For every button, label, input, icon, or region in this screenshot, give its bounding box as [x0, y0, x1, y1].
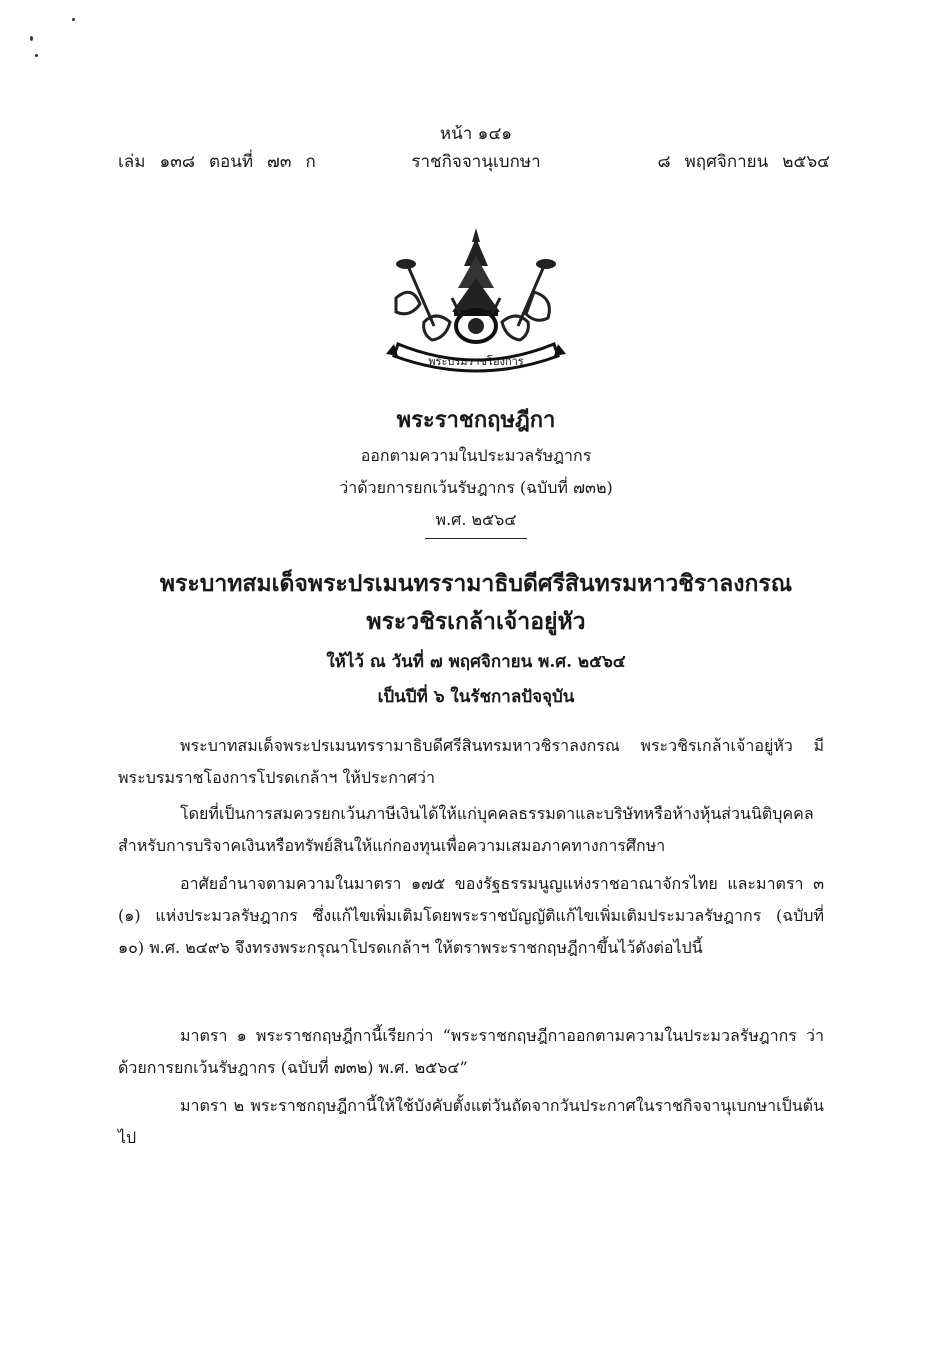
given-date: ให้ไว้ ณ วันที่ ๗ พฤศจิกายน พ.ศ. ๒๕๖๔ — [326, 652, 626, 672]
date-year: ๒๕๖๔ — [782, 152, 830, 172]
paragraph-text: พระบาทสมเด็จพระปรเมนทรรามาธิบดีศรีสินทรมหาวชิราลงกรณ พระวชิรเกล้าเจ้าอยู่หัว มีพระบรมราชโองการโปรดเกล้าฯ ให้ประกาศว่า — [118, 736, 824, 787]
scan-speck — [30, 36, 33, 41]
date-day: ๘ — [657, 152, 671, 172]
section-label: ตอนที่ — [208, 152, 254, 172]
section-2 — [118, 1090, 824, 1154]
paragraph-authority — [118, 868, 824, 964]
king-name-line-1: พระบาทสมเด็จพระปรเมนทรรามาธิบดีศรีสินทรมหาวชิราลงกรณ — [159, 570, 793, 597]
king-name-line-2: พระวชิรเกล้าเจ้าอยู่หัว — [366, 608, 586, 635]
scan-speck — [72, 18, 75, 21]
paragraph-text: มาตรา ๒ พระราชกฤษฎีกานี้ให้ใช้บังคับตั้งแต่วันถัดจากวันประกาศในราชกิจจานุเบกษาเป็นต้นไป — [118, 1096, 824, 1147]
paragraph-rationale — [118, 798, 824, 862]
paragraph-proclamation — [118, 730, 824, 794]
title-divider — [425, 538, 527, 539]
paragraph-text: อาศัยอำนาจตามความในมาตรา ๑๗๕ ของรัฐธรรมนูญแห่งราชอาณาจักรไทย และมาตรา ๓ (๑) แห่งประมวลรัษฎากร ซึ่งแก้ไขเพิ่มเติมโดยพระราชบัญญัติแก้ไขเพิ่มเติมประมวลรัษฎากร (ฉบับที่ ๑๐) พ.ศ. ๒๔๙๖ จึงทรงพระกรุณาโปรดเกล้าฯ ให้ตราพระราชกฤษฎีกาขึ้นไว้ดังต่อไปนี้ — [118, 874, 824, 957]
decree-subtitle-1: ออกตามความในประมวลรัษฎากร — [360, 446, 592, 465]
volume-label: เล่ม — [118, 152, 146, 172]
section-letter: ก — [305, 152, 316, 172]
paragraph-text: โดยที่เป็นการสมควรยกเว้นภาษีเงินได้ให้แก่บุคคลธรรมดาและบริษัทหรือห้างหุ้นส่วนนิติบุคคล สำหรับการบริจาคเงินหรือทรัพย์สินให้แก่กองทุนเพื่อความเสมอภาคทางการศึกษา — [118, 804, 814, 855]
decree-year: พ.ศ. ๒๕๖๔ — [435, 510, 517, 529]
section-number: ๗๓ — [267, 152, 292, 172]
page-number: หน้า ๑๔๑ — [439, 124, 513, 144]
volume-number: ๑๓๘ — [159, 152, 195, 172]
royal-emblem-icon — [376, 226, 576, 376]
emblem-ribbon-text: พระบรมราชโองการ — [428, 355, 524, 368]
date-month: พฤศจิกายน — [684, 152, 769, 172]
reign-year: เป็นปีที่ ๖ ในรัชกาลปัจจุบัน — [377, 687, 575, 707]
decree-title: พระราชกฤษฎีกา — [396, 407, 556, 433]
scan-speck — [35, 54, 38, 57]
paragraph-text: มาตรา ๑ พระราชกฤษฎีกานี้เรียกว่า “พระราชกฤษฎีกาออกตามความในประมวลรัษฎากร ว่าด้วยการยกเว้นรัษฎากร (ฉบับที่ ๗๓๒) พ.ศ. ๒๕๖๔” — [118, 1026, 824, 1077]
decree-subtitle-2: ว่าด้วยการยกเว้นรัษฎากร (ฉบับที่ ๗๓๒) — [339, 478, 613, 497]
gazette-name: ราชกิจจานุเบกษา — [411, 152, 541, 172]
publication-date — [643, 148, 830, 175]
section-1 — [118, 1020, 824, 1084]
